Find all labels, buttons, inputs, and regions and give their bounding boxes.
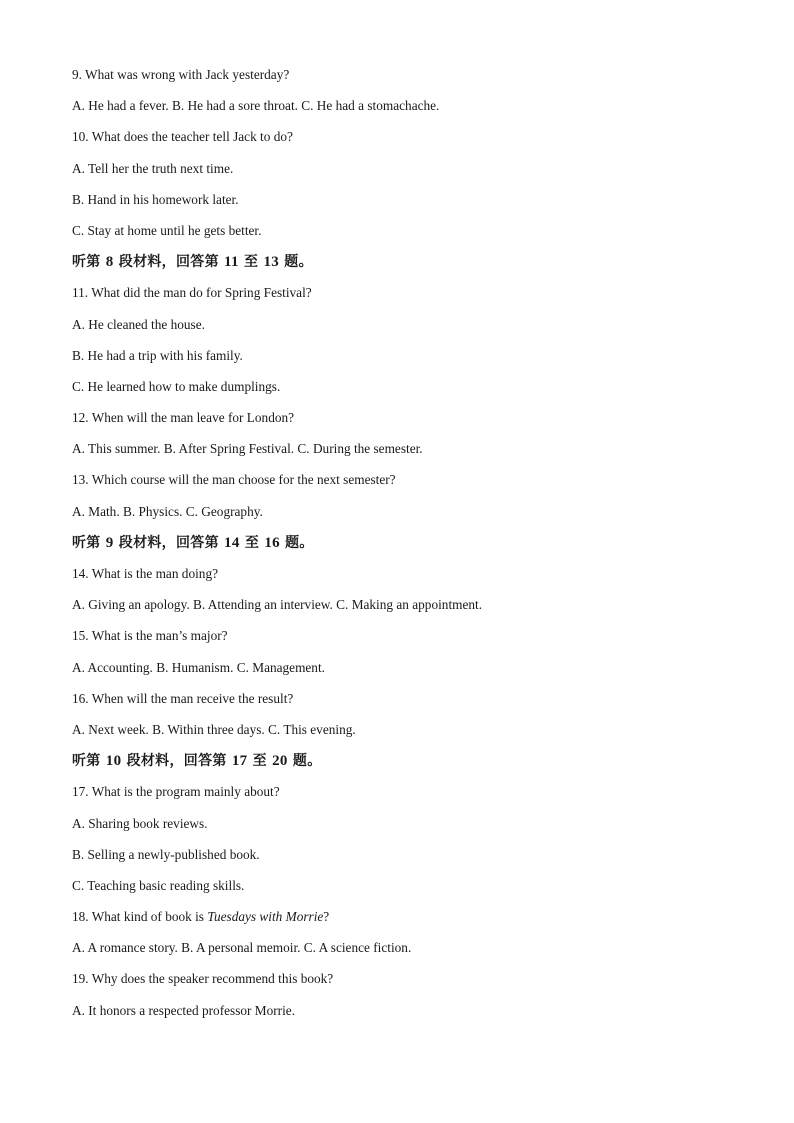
heading-number: 20 bbox=[272, 753, 288, 770]
heading-text: 题。 bbox=[279, 254, 313, 271]
question-15-options: A. Accounting. B. Humanism. C. Management. bbox=[72, 659, 325, 675]
question-13: 13. Which course will the man choose for the next semester? bbox=[72, 472, 396, 488]
question-18-options: A. A romance story. B. A personal memoir. C. A science fiction. bbox=[72, 940, 412, 956]
heading-text: 听第 bbox=[72, 753, 106, 770]
heading-text: 至 bbox=[247, 753, 273, 770]
exam-page bbox=[72, 64, 732, 1031]
question-9: 9. What was wrong with Jack yesterday? bbox=[72, 67, 290, 82]
question-10-option-b: B. Hand in his homework later. bbox=[72, 191, 239, 207]
section-heading-10 bbox=[72, 750, 732, 781]
question-11-option-a: A. He cleaned the house. bbox=[72, 316, 205, 332]
question-12: 12. When will the man leave for London? bbox=[72, 410, 295, 426]
book-title: Tuesdays with Morrie bbox=[207, 909, 324, 925]
question-16-options: A. Next week. B. Within three days. C. This evening. bbox=[72, 721, 356, 737]
section-heading-9 bbox=[72, 532, 732, 563]
heading-number: 8 bbox=[105, 254, 114, 271]
heading-number: 17 bbox=[231, 753, 248, 770]
heading-text: 题。 bbox=[287, 753, 322, 770]
heading-number: 9 bbox=[105, 534, 114, 551]
question-13-options: A. Math. B. Physics. C. Geography. bbox=[72, 503, 263, 519]
question-17-option-c: C. Teaching basic reading skills. bbox=[72, 877, 245, 893]
question-16: 16. When will the man receive the result? bbox=[72, 690, 294, 706]
heading-text: 段材料，回答第 bbox=[113, 254, 225, 271]
heading-number: 11 bbox=[224, 254, 239, 271]
question-10-option-a: A. Tell her the truth next time. bbox=[72, 160, 234, 176]
question-12-options: A. This summer. B. After Spring Festival. C. During the semester. bbox=[72, 441, 423, 457]
question-14-options: A. Giving an apology. B. Attending an interview. C. Making an appointment. bbox=[72, 597, 483, 613]
heading-text: 段材料，回答第 bbox=[121, 753, 232, 770]
question-17-option-b: B. Selling a newly-published book. bbox=[72, 846, 260, 862]
heading-text: 至 bbox=[239, 534, 265, 551]
heading-number: 14 bbox=[224, 534, 240, 551]
question-9-options: A. He had a fever. B. He had a sore throat. C. He had a stomachache. bbox=[72, 98, 440, 114]
heading-text: 至 bbox=[238, 254, 264, 271]
question-17: 17. What is the program mainly about? bbox=[72, 784, 280, 800]
question-11-option-c: C. He learned how to make dumplings. bbox=[72, 378, 281, 394]
question-19: 19. Why does the speaker recommend this book? bbox=[72, 971, 334, 987]
question-18 bbox=[72, 906, 732, 937]
question-text: 18. What kind of book is bbox=[72, 909, 208, 925]
heading-number: 13 bbox=[263, 254, 280, 271]
heading-text: 听第 bbox=[72, 534, 106, 551]
heading-number: 16 bbox=[264, 534, 280, 551]
question-text: ? bbox=[323, 909, 330, 925]
question-10-option-c: C. Stay at home until he gets better. bbox=[72, 222, 262, 238]
question-17-option-a: A. Sharing book reviews. bbox=[72, 815, 208, 831]
question-15: 15. What is the man’s major? bbox=[72, 628, 228, 644]
heading-number: 10 bbox=[105, 753, 122, 770]
question-11-option-b: B. He had a trip with his family. bbox=[72, 347, 243, 363]
question-19-option-a: A. It honors a respected professor Morrie. bbox=[72, 1002, 296, 1018]
section-heading-8 bbox=[72, 251, 732, 282]
question-11: 11. What did the man do for Spring Festival? bbox=[72, 285, 312, 301]
heading-text: 题。 bbox=[279, 534, 314, 551]
question-14: 14. What is the man doing? bbox=[72, 566, 218, 581]
heading-text: 听第 bbox=[72, 254, 106, 271]
question-10: 10. What does the teacher tell Jack to do? bbox=[72, 129, 293, 145]
heading-text: 段材料，回答第 bbox=[113, 534, 225, 551]
